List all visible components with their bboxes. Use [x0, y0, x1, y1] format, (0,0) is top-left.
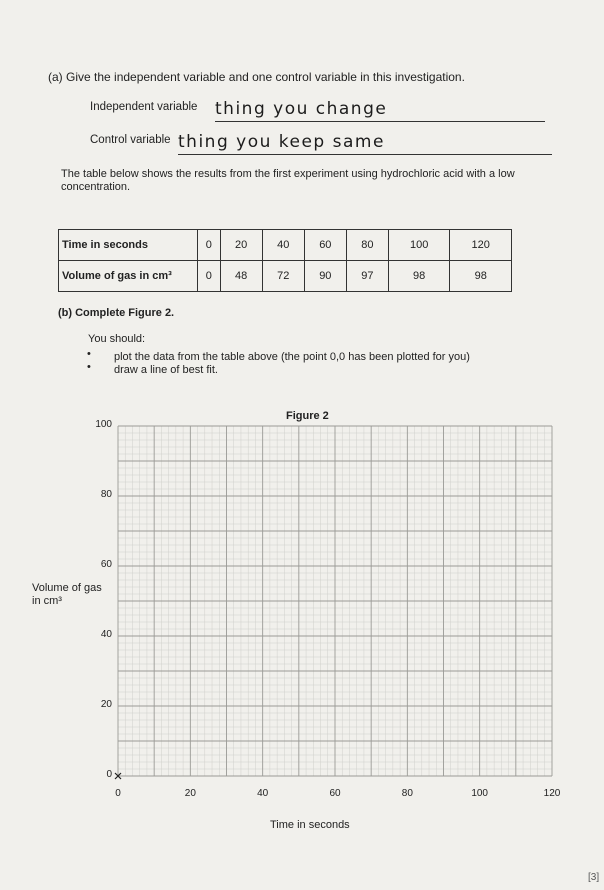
y-tick-label: 40: [100, 629, 112, 640]
x-tick-label: 0: [115, 788, 121, 799]
volume-cell: 72: [262, 261, 304, 292]
time-cell: 0: [198, 230, 221, 261]
time-cell: 80: [346, 230, 388, 261]
you-should-label: You should:: [88, 333, 146, 345]
x-tick-label: 60: [329, 788, 341, 799]
question-part-b: (b) Complete Figure 2.: [58, 307, 175, 319]
independent-variable-answer[interactable]: thing you change: [215, 97, 545, 122]
control-variable-label: Control variable: [90, 134, 171, 146]
time-cell: 120: [450, 230, 512, 261]
instruction-item: draw a line of best fit.: [114, 364, 218, 376]
x-tick-label: 100: [471, 788, 488, 799]
y-tick-label: 100: [95, 419, 112, 430]
y-axis-label: Volume of gas in cm³: [32, 582, 102, 607]
y-tick-label: 80: [100, 489, 112, 500]
independent-variable-label: Independent variable: [90, 101, 198, 113]
time-header: Time in seconds: [59, 230, 198, 261]
instruction-item: plot the data from the table above (the point 0,0 has been plotted for you): [114, 351, 470, 363]
volume-cell: 48: [220, 261, 262, 292]
bullet-icon: •: [87, 361, 91, 373]
x-axis-label: Time in seconds: [270, 819, 350, 831]
time-cell: 40: [262, 230, 304, 261]
y-tick-label: 20: [100, 699, 112, 710]
volume-header: Volume of gas in cm³: [59, 261, 198, 292]
x-tick-label: 120: [543, 788, 561, 799]
x-tick-label: 80: [401, 788, 413, 799]
y-tick-label: 0: [106, 769, 112, 780]
bullet-icon: •: [87, 348, 91, 360]
question-part-a: (a) Give the independent variable and one control variable in this investigation.: [48, 70, 465, 84]
volume-cell: 90: [304, 261, 346, 292]
volume-cell: 0: [198, 261, 221, 292]
time-cell: 20: [220, 230, 262, 261]
volume-cell: 98: [450, 261, 512, 292]
x-tick-label: 20: [184, 788, 196, 799]
time-cell: 60: [304, 230, 346, 261]
x-tick-label: 40: [257, 788, 269, 799]
y-tick-label: 60: [100, 559, 112, 570]
intro-text: The table below shows the results from the first experiment using hydrochloric acid with a low concentration.: [61, 168, 515, 193]
volume-cell: 98: [388, 261, 449, 292]
time-cell: 100: [388, 230, 449, 261]
control-variable-answer[interactable]: thing you keep same: [178, 130, 552, 155]
figure-title: Figure 2: [286, 410, 329, 422]
mark-allocation: [3]: [588, 872, 600, 883]
volume-cell: 97: [346, 261, 388, 292]
